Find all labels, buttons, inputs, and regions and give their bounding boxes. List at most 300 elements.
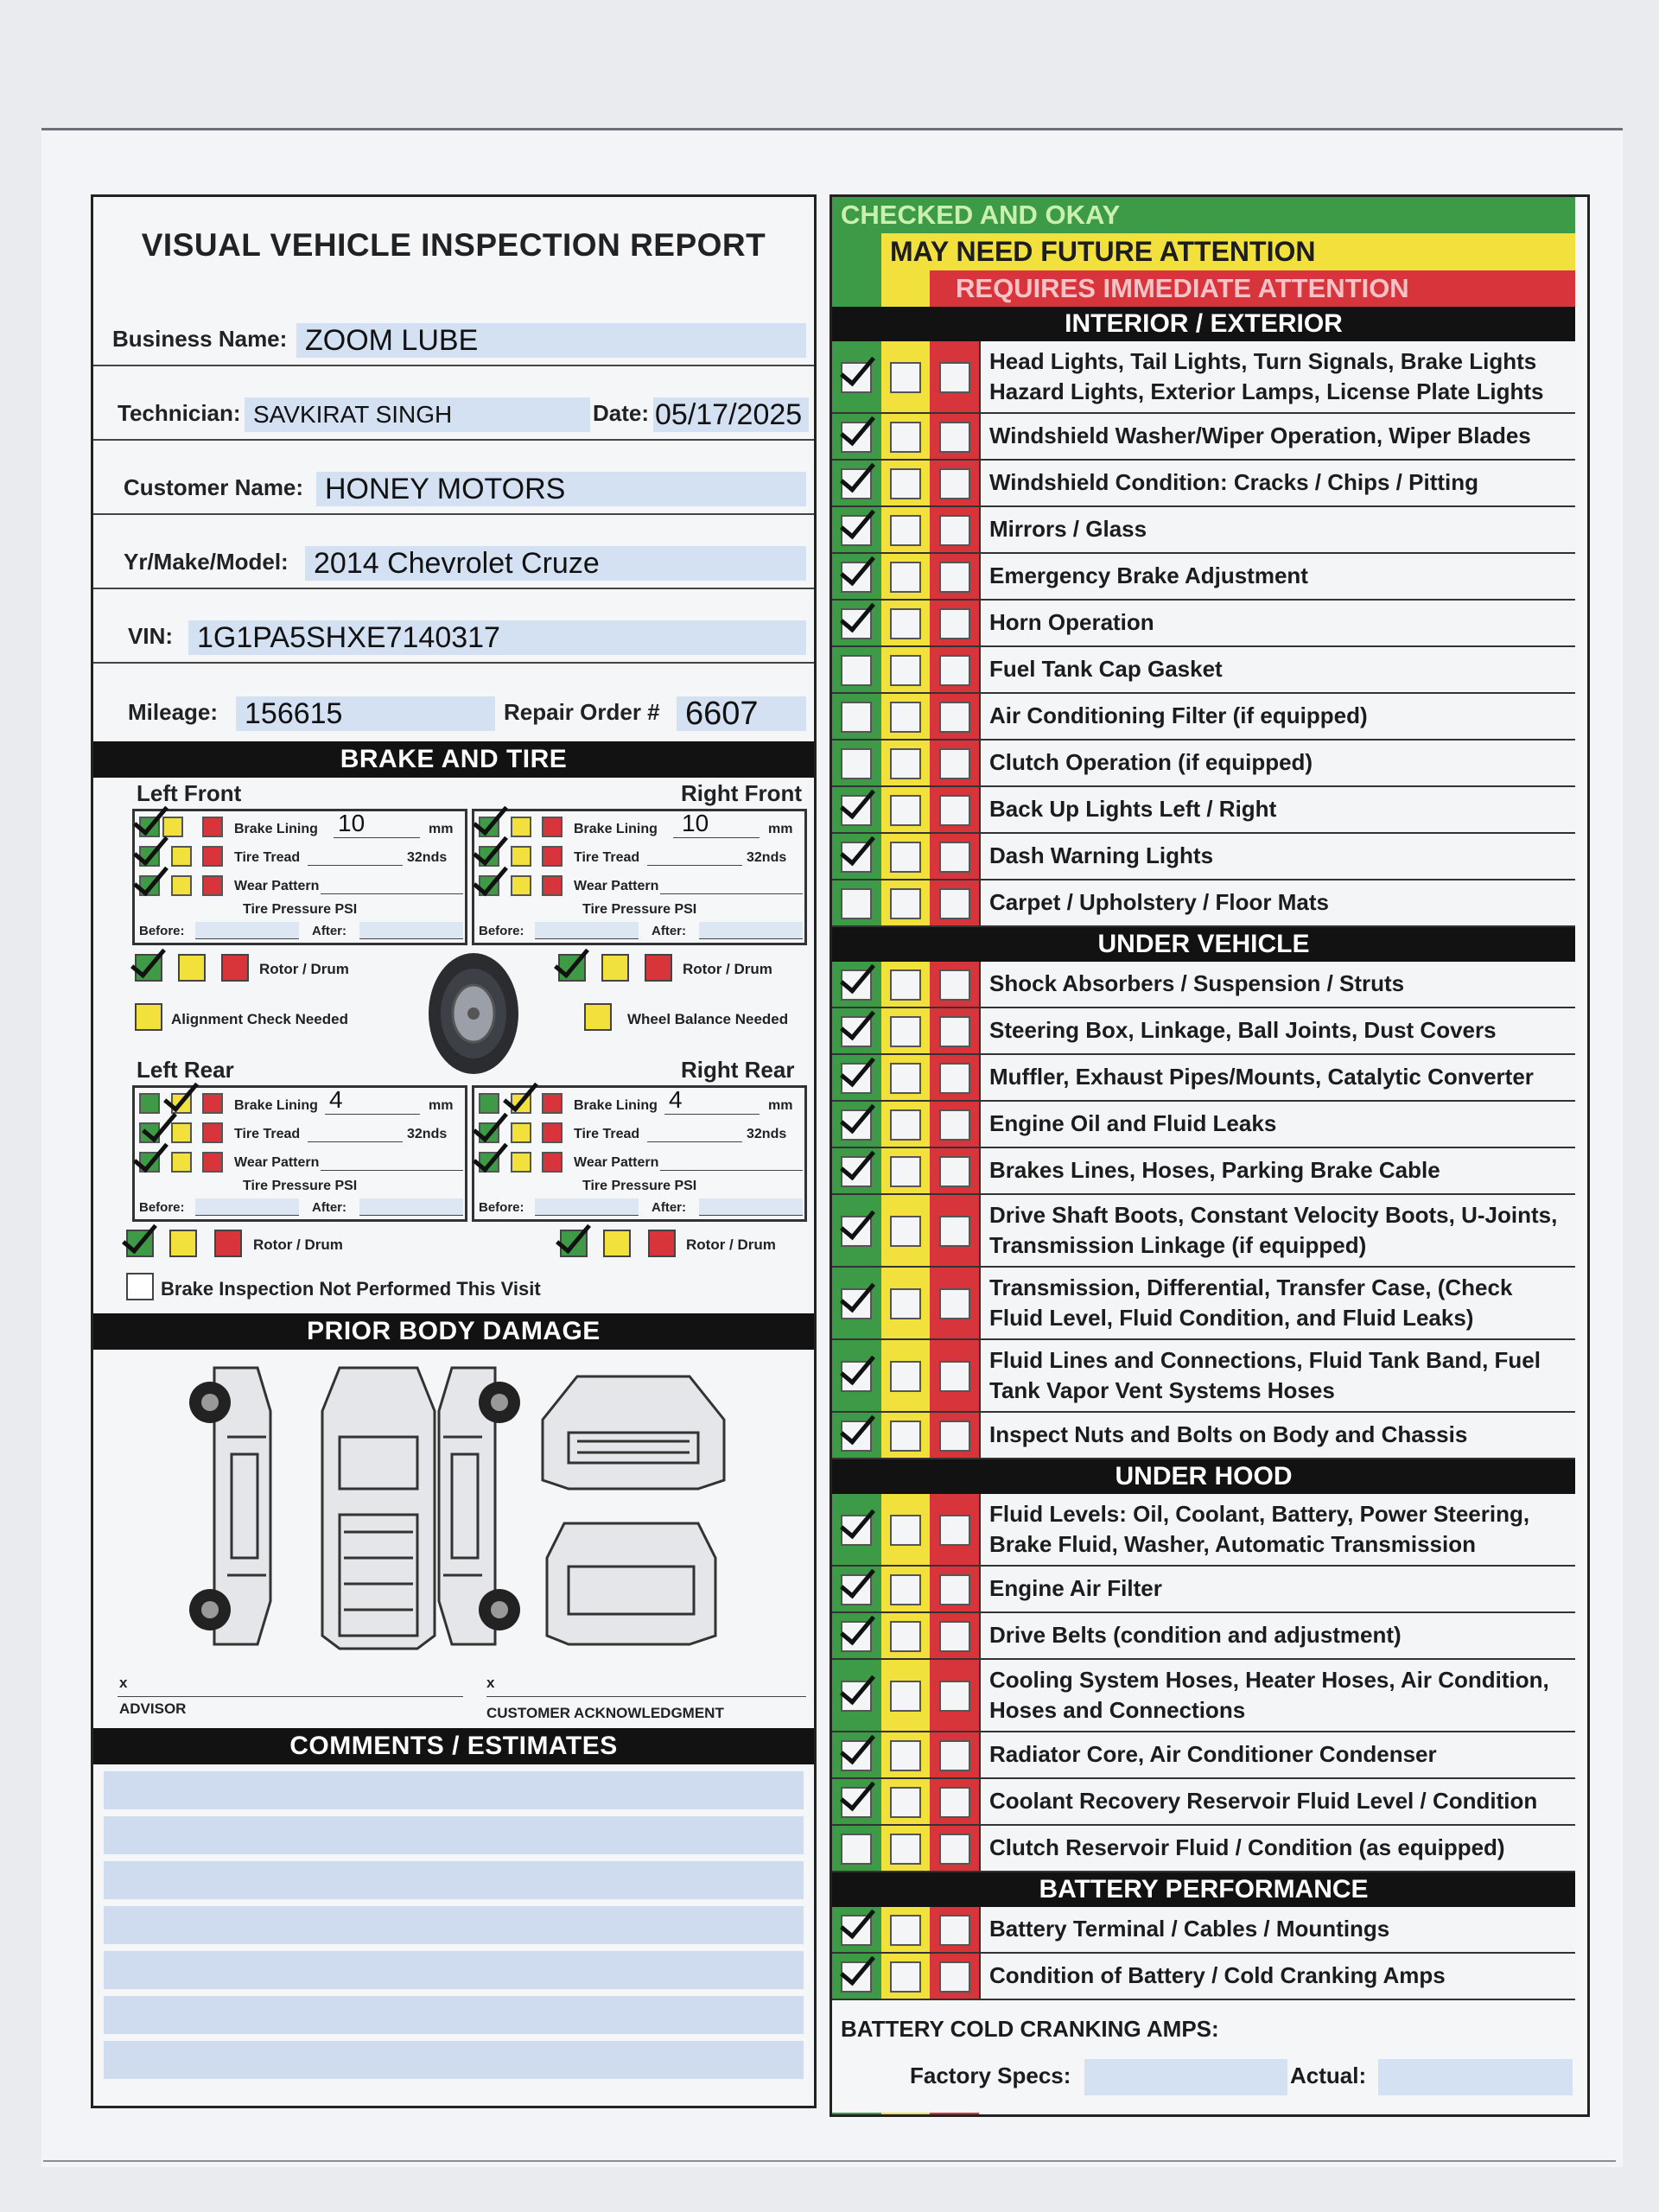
under-vehicle-yellow-checkbox[interactable]: [890, 969, 921, 1001]
lf-before-label: Before:: [139, 924, 185, 938]
customer-x: x: [486, 1675, 495, 1691]
under-vehicle-red-checkbox[interactable]: [939, 1156, 970, 1187]
under-vehicle-item-label: Inspect Nuts and Bolts on Body and Chassis: [979, 1413, 1575, 1458]
interior-yellow-checkbox[interactable]: [890, 795, 921, 826]
lf-wear-checkmark: [130, 863, 168, 901]
interior-green-checkbox[interactable]: [841, 702, 872, 733]
under-hood-red-checkbox[interactable]: [939, 1574, 970, 1605]
rr-wear-line: [660, 1170, 803, 1171]
under-hood-item-row: [832, 1826, 1575, 1872]
rr-wear-red[interactable]: [542, 1152, 563, 1173]
rf-tread-label: Tire Tread: [574, 850, 640, 865]
interior-item-label: Horn Operation: [979, 601, 1575, 645]
under-hood-section-header: UNDER HOOD: [832, 1459, 1575, 1494]
repair-order-field[interactable]: 6607: [677, 696, 806, 731]
under-vehicle-red-checkbox[interactable]: [939, 1288, 970, 1319]
under-hood-item-row: [832, 1732, 1575, 1779]
lf-lining-label: Brake Lining: [234, 822, 318, 836]
legend-green: CHECKED AND OKAY: [832, 197, 1575, 233]
under-hood-red-checkbox[interactable]: [939, 1681, 970, 1712]
rf-rotor-yellow[interactable]: [601, 954, 629, 982]
interior-item-label: Emergency Brake Adjustment: [979, 554, 1575, 599]
under-hood-item-label: Fluid Levels: Oil, Coolant, Battery, Power Steering, Brake Fluid, Washer, Automatic Transmission: [979, 1494, 1575, 1565]
lr-lining-label: Brake Lining: [234, 1098, 318, 1113]
rf-lining-yellow[interactable]: [511, 817, 531, 837]
lf-rotor-red[interactable]: [221, 954, 249, 982]
under-vehicle-checkmark: [837, 1207, 875, 1245]
lr-lining-red[interactable]: [202, 1093, 223, 1114]
lf-tread-line: [308, 865, 403, 866]
interior-green-checkbox[interactable]: [841, 748, 872, 779]
right-rear-box: [472, 1085, 807, 1222]
battery-red-checkbox[interactable]: [939, 1961, 970, 1993]
interior-checkmark: [837, 833, 875, 871]
under-vehicle-checkmark: [837, 1147, 875, 1185]
interior-yellow-checkbox[interactable]: [890, 562, 921, 593]
lf-rotor-yellow[interactable]: [178, 954, 206, 982]
interior-checkmark: [837, 506, 875, 544]
under-vehicle-yellow-checkbox[interactable]: [890, 1016, 921, 1047]
battery-item-row: [832, 1907, 1575, 1954]
under-hood-item-label: Coolant Recovery Reservoir Fluid Level / Condition: [979, 1779, 1575, 1824]
interior-checkmark: [837, 600, 875, 638]
rr-tread-line: [647, 1141, 742, 1142]
rr-tread-yellow[interactable]: [511, 1122, 531, 1143]
date-field[interactable]: 05/17/2025: [653, 397, 809, 432]
legend-red: REQUIRES IMMEDIATE ATTENTION: [930, 270, 1575, 307]
lr-wear-label: Wear Pattern: [234, 1155, 320, 1170]
lr-rotor-yellow[interactable]: [169, 1230, 197, 1257]
interior-yellow-checkbox[interactable]: [890, 515, 921, 546]
report-title: VISUAL VEHICLE INSPECTION REPORT: [141, 227, 766, 263]
under-hood-yellow-checkbox[interactable]: [890, 1740, 921, 1771]
left-rear-box: [132, 1085, 467, 1222]
left-front-box: [132, 809, 467, 945]
interior-item-row: [832, 834, 1575, 880]
technician-row: [93, 366, 814, 441]
interior-section-header: INTERIOR / EXTERIOR: [832, 307, 1575, 341]
rf-mm: mm: [768, 822, 793, 836]
right-front-box: [472, 809, 807, 945]
under-hood-item-label: Clutch Reservoir Fluid / Condition (as equipped): [979, 1826, 1575, 1871]
under-vehicle-item-label: Brakes Lines, Hoses, Parking Brake Cable: [979, 1148, 1575, 1193]
under-vehicle-checkmark: [837, 1007, 875, 1046]
lr-32nds: 32nds: [407, 1127, 448, 1141]
under-hood-red-checkbox[interactable]: [939, 1515, 970, 1546]
under-vehicle-red-checkbox[interactable]: [939, 1216, 970, 1247]
customer-name-row: [93, 441, 814, 515]
rf-wear-checkmark: [470, 863, 508, 901]
battery-checkmark: [837, 1953, 875, 1991]
under-hood-checkmark: [837, 1732, 875, 1770]
lf-tread-yellow[interactable]: [171, 846, 192, 867]
under-vehicle-checkmark: [837, 1054, 875, 1092]
interior-item-label: Fuel Tank Cap Gasket: [979, 647, 1575, 692]
interior-yellow-checkbox[interactable]: [890, 422, 921, 453]
interior-item-label: Carpet / Upholstery / Floor Mats: [979, 880, 1575, 925]
left-front-label: Left Front: [137, 780, 242, 806]
rf-tread-red[interactable]: [542, 846, 563, 867]
under-vehicle-item-row: [832, 1413, 1575, 1459]
lr-tread-red[interactable]: [202, 1122, 223, 1143]
lf-lining-value[interactable]: 10: [338, 810, 365, 836]
under-vehicle-item-row: [832, 1268, 1575, 1340]
lf-before-field[interactable]: [195, 922, 299, 939]
lf-after-label: After:: [312, 924, 346, 938]
lr-rotor-red[interactable]: [214, 1230, 242, 1257]
comment-line-2[interactable]: [104, 1816, 804, 1854]
interior-yellow-checkbox[interactable]: [890, 655, 921, 686]
prior-body-damage-header: PRIOR BODY DAMAGE: [93, 1313, 814, 1350]
interior-item-row: [832, 341, 1575, 414]
lr-rotor-checkmark: [119, 1221, 157, 1259]
under-hood-checkmark: [837, 1778, 875, 1816]
actual-label: Actual:: [1290, 2063, 1367, 2088]
under-hood-yellow-checkbox[interactable]: [890, 1787, 921, 1818]
interior-yellow-checkbox[interactable]: [890, 362, 921, 393]
rr-wear-label: Wear Pattern: [574, 1155, 659, 1170]
interior-item-row: [832, 554, 1575, 601]
under-vehicle-item-row: [832, 1148, 1575, 1195]
vin-label: VIN:: [128, 623, 173, 649]
comment-line-3[interactable]: [104, 1861, 804, 1899]
lr-lining-value[interactable]: 4: [329, 1086, 343, 1113]
rf-psi-label: Tire Pressure PSI: [582, 902, 697, 917]
interior-red-checkbox[interactable]: [939, 748, 970, 779]
interior-yellow-checkbox[interactable]: [890, 748, 921, 779]
interior-yellow-checkbox[interactable]: [890, 888, 921, 919]
brake-not-performed-checkbox[interactable]: [126, 1273, 154, 1300]
rf-before-label: Before:: [479, 924, 524, 938]
interior-red-checkbox[interactable]: [939, 702, 970, 733]
under-hood-item-label: Cooling System Hoses, Heater Hoses, Air Condition, Hoses and Connections: [979, 1660, 1575, 1731]
interior-yellow-checkbox[interactable]: [890, 702, 921, 733]
interior-checkmark: [837, 553, 875, 591]
wheel-balance-label: Wheel Balance Needed: [627, 1011, 789, 1027]
advisor-signature-line[interactable]: [118, 1696, 463, 1697]
rr-lining-red[interactable]: [542, 1093, 563, 1114]
rf-lining-label: Brake Lining: [574, 822, 658, 836]
under-vehicle-red-checkbox[interactable]: [939, 1361, 970, 1392]
lf-wear-red[interactable]: [202, 875, 223, 896]
battery-section-header: BATTERY PERFORMANCE: [832, 1872, 1575, 1907]
lr-before-label: Before:: [139, 1200, 185, 1215]
rf-wear-label: Wear Pattern: [574, 879, 659, 893]
battery-yellow-checkbox[interactable]: [890, 1961, 921, 1993]
under-vehicle-checkmark: [837, 1280, 875, 1318]
interior-red-checkbox[interactable]: [939, 795, 970, 826]
lr-wear-checkmark: [130, 1140, 168, 1178]
lf-wear-yellow[interactable]: [171, 875, 192, 896]
under-hood-red-checkbox[interactable]: [939, 1621, 970, 1652]
interior-item-row: [832, 694, 1575, 741]
interior-item-row: [832, 880, 1575, 927]
lf-tread-red[interactable]: [202, 846, 223, 867]
comment-line-5[interactable]: [104, 1951, 804, 1989]
mileage-label: Mileage:: [128, 699, 219, 725]
lf-lining-line: [334, 837, 420, 838]
rr-after-field[interactable]: [699, 1198, 803, 1216]
right-panel: [830, 194, 1590, 2117]
rr-lining-label: Brake Lining: [574, 1098, 658, 1113]
under-vehicle-checkmark: [837, 1412, 875, 1450]
under-hood-item-label: Radiator Core, Air Conditioner Condenser: [979, 1732, 1575, 1777]
customer-name-label: Customer Name:: [124, 474, 304, 500]
left-panel: [91, 194, 817, 2108]
lr-rotor-label: Rotor / Drum: [253, 1236, 343, 1253]
rr-32nds: 32nds: [747, 1127, 787, 1141]
under-vehicle-item-label: Fluid Lines and Connections, Fluid Tank Band, Fuel Tank Vapor Vent Systems Hoses: [979, 1340, 1575, 1411]
under-vehicle-item-row: [832, 1195, 1575, 1268]
interior-item-label: Clutch Operation (if equipped): [979, 741, 1575, 785]
bottom-rule: [43, 2160, 1616, 2162]
battery-red-checkbox[interactable]: [939, 1915, 970, 1946]
under-vehicle-red-checkbox[interactable]: [939, 969, 970, 1001]
under-hood-red-checkbox[interactable]: [939, 1787, 970, 1818]
cca-title: BATTERY COLD CRANKING AMPS:: [841, 2016, 1219, 2042]
rf-before-field[interactable]: [535, 922, 639, 939]
comment-line-7[interactable]: [104, 2041, 804, 2079]
under-hood-yellow-checkbox[interactable]: [890, 1834, 921, 1865]
under-vehicle-item-row: [832, 1340, 1575, 1413]
under-vehicle-yellow-checkbox[interactable]: [890, 1063, 921, 1094]
under-hood-item-row: [832, 1613, 1575, 1660]
under-hood-red-checkbox[interactable]: [939, 1834, 970, 1865]
under-vehicle-yellow-checkbox[interactable]: [890, 1421, 921, 1452]
interior-item-label: Dash Warning Lights: [979, 834, 1575, 879]
interior-green-checkbox[interactable]: [841, 888, 872, 919]
rr-mm: mm: [768, 1098, 793, 1113]
rf-lining-value[interactable]: 10: [682, 810, 709, 836]
under-vehicle-red-checkbox[interactable]: [939, 1421, 970, 1452]
lf-rotor-label: Rotor / Drum: [259, 961, 349, 977]
under-hood-item-label: Drive Belts (condition and adjustment): [979, 1613, 1575, 1658]
under-vehicle-item-row: [832, 1055, 1575, 1102]
under-vehicle-red-checkbox[interactable]: [939, 1016, 970, 1047]
battery-footer: [832, 2000, 1587, 2113]
interior-yellow-checkbox[interactable]: [890, 608, 921, 639]
under-vehicle-item-row: [832, 962, 1575, 1008]
alignment-label: Alignment Check Needed: [171, 1011, 348, 1027]
technician-field[interactable]: SAVKIRAT SINGH: [245, 397, 590, 432]
rr-lining-line: [664, 1114, 760, 1115]
vin-field[interactable]: 1G1PA5SHXE7140317: [188, 620, 806, 655]
battery-yellow-checkbox[interactable]: [890, 1915, 921, 1946]
under-vehicle-yellow-checkbox[interactable]: [890, 1109, 921, 1141]
wheel-balance-checkbox[interactable]: [584, 1003, 612, 1031]
lr-wear-line: [321, 1170, 463, 1171]
comment-line-6[interactable]: [104, 1996, 804, 2034]
interior-checkmark: [837, 353, 875, 391]
rf-after-field[interactable]: [699, 922, 803, 939]
rf-after-label: After:: [652, 924, 686, 938]
interior-item-label: Windshield Condition: Cracks / Chips / Pitting: [979, 461, 1575, 505]
rr-psi-label: Tire Pressure PSI: [582, 1179, 697, 1193]
under-vehicle-red-checkbox[interactable]: [939, 1109, 970, 1141]
interior-red-checkbox[interactable]: [939, 468, 970, 499]
interior-checkmark: [837, 786, 875, 824]
rf-lining-line: [673, 837, 760, 838]
interior-item-row: [832, 507, 1575, 554]
business-name-label: Business Name:: [112, 326, 288, 352]
under-hood-item-row: [832, 1660, 1575, 1732]
ymm-field[interactable]: 2014 Chevrolet Cruze: [305, 546, 806, 581]
lf-wear-line: [321, 893, 463, 894]
under-hood-item-row: [832, 1494, 1575, 1567]
lr-tread-line: [308, 1141, 403, 1142]
advisor-label: ADVISOR: [119, 1700, 187, 1717]
rr-lining-value[interactable]: 4: [669, 1086, 683, 1113]
under-vehicle-checkmark: [837, 1352, 875, 1390]
under-hood-item-row: [832, 1567, 1575, 1613]
lf-rotor-checkmark: [128, 945, 166, 983]
under-vehicle-item-row: [832, 1008, 1575, 1055]
interior-red-checkbox[interactable]: [939, 842, 970, 873]
factory-specs-field[interactable]: [1084, 2059, 1287, 2095]
customer-ack-label: CUSTOMER ACKNOWLEDGMENT: [486, 1705, 724, 1721]
battery-item-label: Battery Terminal / Cables / Mountings: [979, 1907, 1575, 1952]
vin-row: [93, 589, 814, 664]
rr-before-label: Before:: [479, 1200, 524, 1215]
rr-rotor-red[interactable]: [648, 1230, 676, 1257]
rr-rotor-yellow[interactable]: [603, 1230, 631, 1257]
under-vehicle-yellow-checkbox[interactable]: [890, 1288, 921, 1319]
rr-before-field[interactable]: [535, 1198, 639, 1216]
advisor-x: x: [119, 1675, 128, 1691]
comments-header: COMMENTS / ESTIMATES: [93, 1728, 814, 1764]
interior-item-row: [832, 461, 1575, 507]
interior-item-label: Head Lights, Tail Lights, Turn Signals, Brake Lights Hazard Lights, Exterior Lamps, License Plate Lights: [979, 341, 1575, 412]
rr-tread-red[interactable]: [542, 1122, 563, 1143]
lr-psi-label: Tire Pressure PSI: [243, 1179, 358, 1193]
interior-item-label: Air Conditioning Filter (if equipped): [979, 694, 1575, 739]
interior-yellow-checkbox[interactable]: [890, 842, 921, 873]
ymm-row: [93, 515, 814, 589]
factory-specs-label: Factory Specs:: [910, 2063, 1071, 2088]
under-hood-green-checkbox[interactable]: [841, 1834, 872, 1865]
under-vehicle-yellow-checkbox[interactable]: [890, 1216, 921, 1247]
lr-after-label: After:: [312, 1200, 346, 1215]
under-vehicle-red-checkbox[interactable]: [939, 1063, 970, 1094]
lf-tread-label: Tire Tread: [234, 850, 301, 865]
rf-wear-red[interactable]: [542, 875, 563, 896]
under-vehicle-item-row: [832, 1102, 1575, 1148]
vehicle-damage-diagram[interactable]: [162, 1359, 785, 1653]
under-vehicle-item-label: Engine Oil and Fluid Leaks: [979, 1102, 1575, 1147]
lr-lining-line: [325, 1114, 420, 1115]
interior-checkmark: [837, 413, 875, 451]
business-name-field[interactable]: ZOOM LUBE: [296, 323, 806, 358]
under-hood-item-row: [832, 1779, 1575, 1826]
lr-wear-yellow[interactable]: [171, 1152, 192, 1173]
mileage-field[interactable]: 156615: [236, 696, 495, 731]
interior-item-label: Windshield Washer/Wiper Operation, Wiper Blades: [979, 414, 1575, 459]
lr-after-field[interactable]: [359, 1198, 463, 1216]
rf-rotor-red[interactable]: [645, 954, 672, 982]
lr-before-field[interactable]: [195, 1198, 299, 1216]
under-vehicle-section-header: UNDER VEHICLE: [832, 927, 1575, 962]
under-vehicle-item-label: Drive Shaft Boots, Constant Velocity Boots, U-Joints, Transmission Linkage (if equipped): [979, 1195, 1575, 1266]
interior-yellow-checkbox[interactable]: [890, 468, 921, 499]
lr-mm: mm: [429, 1098, 454, 1113]
under-vehicle-item-label: Transmission, Differential, Transfer Case, (Check Fluid Level, Fluid Condition, and Fluid Leaks): [979, 1268, 1575, 1338]
interior-item-label: Back Up Lights Left / Right: [979, 787, 1575, 832]
lf-wear-label: Wear Pattern: [234, 879, 320, 893]
lf-after-field[interactable]: [359, 922, 463, 939]
customer-signature-line[interactable]: [486, 1696, 806, 1697]
interior-item-row: [832, 647, 1575, 694]
rr-rotor-checkmark: [553, 1221, 591, 1259]
interior-item-row: [832, 414, 1575, 461]
lf-psi-label: Tire Pressure PSI: [243, 902, 358, 917]
mileage-row: [93, 664, 814, 738]
interior-red-checkbox[interactable]: [939, 362, 970, 393]
under-vehicle-item-label: Shock Absorbers / Suspension / Struts: [979, 962, 1575, 1007]
under-vehicle-yellow-checkbox[interactable]: [890, 1361, 921, 1392]
lf-mm: mm: [429, 822, 454, 836]
under-hood-yellow-checkbox[interactable]: [890, 1574, 921, 1605]
interior-item-row: [832, 787, 1575, 834]
interior-green-checkbox[interactable]: [841, 655, 872, 686]
rf-wear-yellow[interactable]: [511, 875, 531, 896]
comment-line-1[interactable]: [104, 1771, 804, 1809]
customer-name-field[interactable]: HONEY MOTORS: [316, 472, 806, 506]
repair-order-label: Repair Order #: [504, 699, 660, 725]
technician-label: Technician:: [118, 400, 241, 426]
rr-rotor-label: Rotor / Drum: [686, 1236, 776, 1253]
under-hood-checkmark: [837, 1612, 875, 1650]
under-hood-yellow-checkbox[interactable]: [890, 1681, 921, 1712]
interior-checkmark: [837, 460, 875, 498]
brake-tire-header: BRAKE AND TIRE: [93, 741, 814, 778]
left-rear-label: Left Rear: [137, 1057, 234, 1083]
under-vehicle-checkmark: [837, 961, 875, 999]
under-vehicle-yellow-checkbox[interactable]: [890, 1156, 921, 1187]
rf-rotor-label: Rotor / Drum: [683, 961, 772, 977]
alignment-checkbox[interactable]: [135, 1003, 162, 1031]
actual-field[interactable]: [1378, 2059, 1573, 2095]
rf-tread-line: [647, 865, 742, 866]
under-hood-red-checkbox[interactable]: [939, 1740, 970, 1771]
lr-wear-red[interactable]: [202, 1152, 223, 1173]
date-label: Date:: [593, 400, 650, 426]
comment-line-4[interactable]: [104, 1906, 804, 1944]
interior-red-checkbox[interactable]: [939, 562, 970, 593]
under-hood-item-label: Engine Air Filter: [979, 1567, 1575, 1611]
legend-yellow: MAY NEED FUTURE ATTENTION: [881, 233, 1575, 270]
business-name-row: [93, 292, 814, 366]
rf-wear-line: [660, 893, 803, 894]
lf-lining-red[interactable]: [202, 817, 223, 837]
interior-red-checkbox[interactable]: [939, 655, 970, 686]
rr-wear-yellow[interactable]: [511, 1152, 531, 1173]
under-hood-yellow-checkbox[interactable]: [890, 1621, 921, 1652]
interior-red-checkbox[interactable]: [939, 515, 970, 546]
interior-item-label: Mirrors / Glass: [979, 507, 1575, 552]
rf-tread-yellow[interactable]: [511, 846, 531, 867]
interior-red-checkbox[interactable]: [939, 422, 970, 453]
battery-checkmark: [837, 1906, 875, 1944]
rr-after-label: After:: [652, 1200, 686, 1215]
lr-tread-label: Tire Tread: [234, 1127, 301, 1141]
rr-tread-label: Tire Tread: [574, 1127, 640, 1141]
interior-red-checkbox[interactable]: [939, 608, 970, 639]
under-hood-yellow-checkbox[interactable]: [890, 1515, 921, 1546]
interior-red-checkbox[interactable]: [939, 888, 970, 919]
ymm-label: Yr/Make/Model:: [124, 549, 289, 575]
rf-32nds: 32nds: [747, 850, 787, 865]
rf-lining-red[interactable]: [542, 817, 563, 837]
